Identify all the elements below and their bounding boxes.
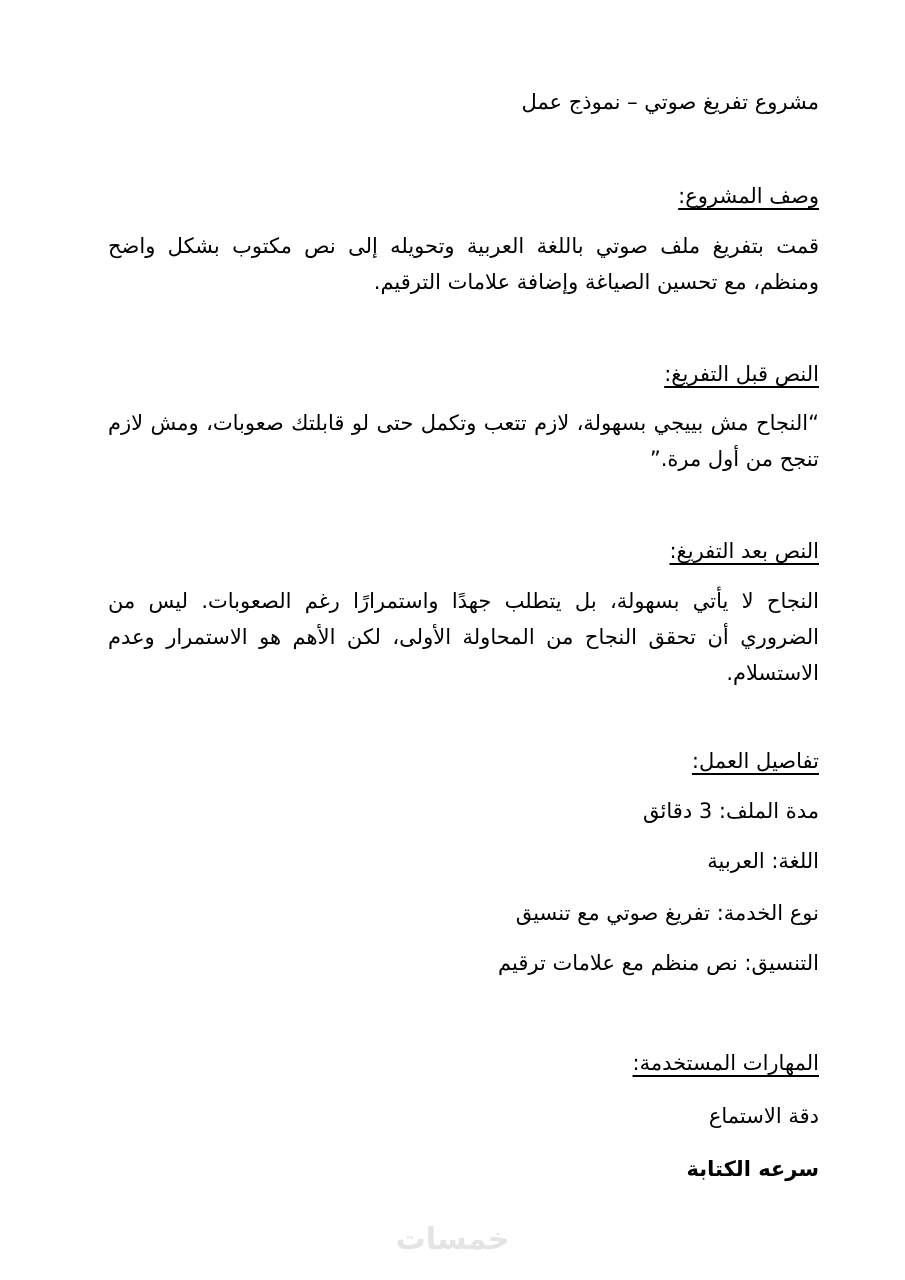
description-heading: وصف المشروع: xyxy=(678,184,819,208)
before-heading: النص قبل التفريغ: xyxy=(664,362,819,386)
watermark-logo: خمسات xyxy=(395,1222,510,1257)
detail-item-duration: مدة الملف: 3 دقائق xyxy=(643,799,819,823)
after-body: النجاح لا يأتي بسهولة، بل يتطلب جهدًا واستمرارًا رغم الصعوبات. ليس من الضروري أن تحقق النجاح من المحاولة الأولى، لكن الأهم هو الاستمرار وعدم الاستسلام. xyxy=(108,589,819,685)
document-title: مشروع تفريغ صوتي – نموذج عمل xyxy=(521,90,819,114)
skills-heading: المهارات المستخدمة: xyxy=(632,1051,819,1075)
detail-item-formatting: التنسيق: نص منظم مع علامات ترقيم xyxy=(498,951,819,975)
skill-item-listening: دقة الاستماع xyxy=(708,1104,819,1128)
skill-item-typing: سرعه الكتابة xyxy=(686,1157,819,1181)
before-body: “النجاح مش بييجي بسهولة، لازم تتعب وتكمل حتى لو قابلتك صعوبات، ومش لازم تنجح من أول مرة.” xyxy=(108,411,819,471)
details-heading: تفاصيل العمل: xyxy=(691,749,819,773)
detail-item-language: اللغة: العربية xyxy=(707,849,819,873)
after-heading: النص بعد التفريغ: xyxy=(669,539,819,563)
description-body: قمت بتفريغ ملف صوتي باللغة العربية وتحويله إلى نص مكتوب بشكل واضح ومنظم، مع تحسين الصياغة وإضافة علامات الترقيم. xyxy=(108,234,819,294)
detail-item-service: نوع الخدمة: تفريغ صوتي مع تنسيق xyxy=(515,901,819,925)
